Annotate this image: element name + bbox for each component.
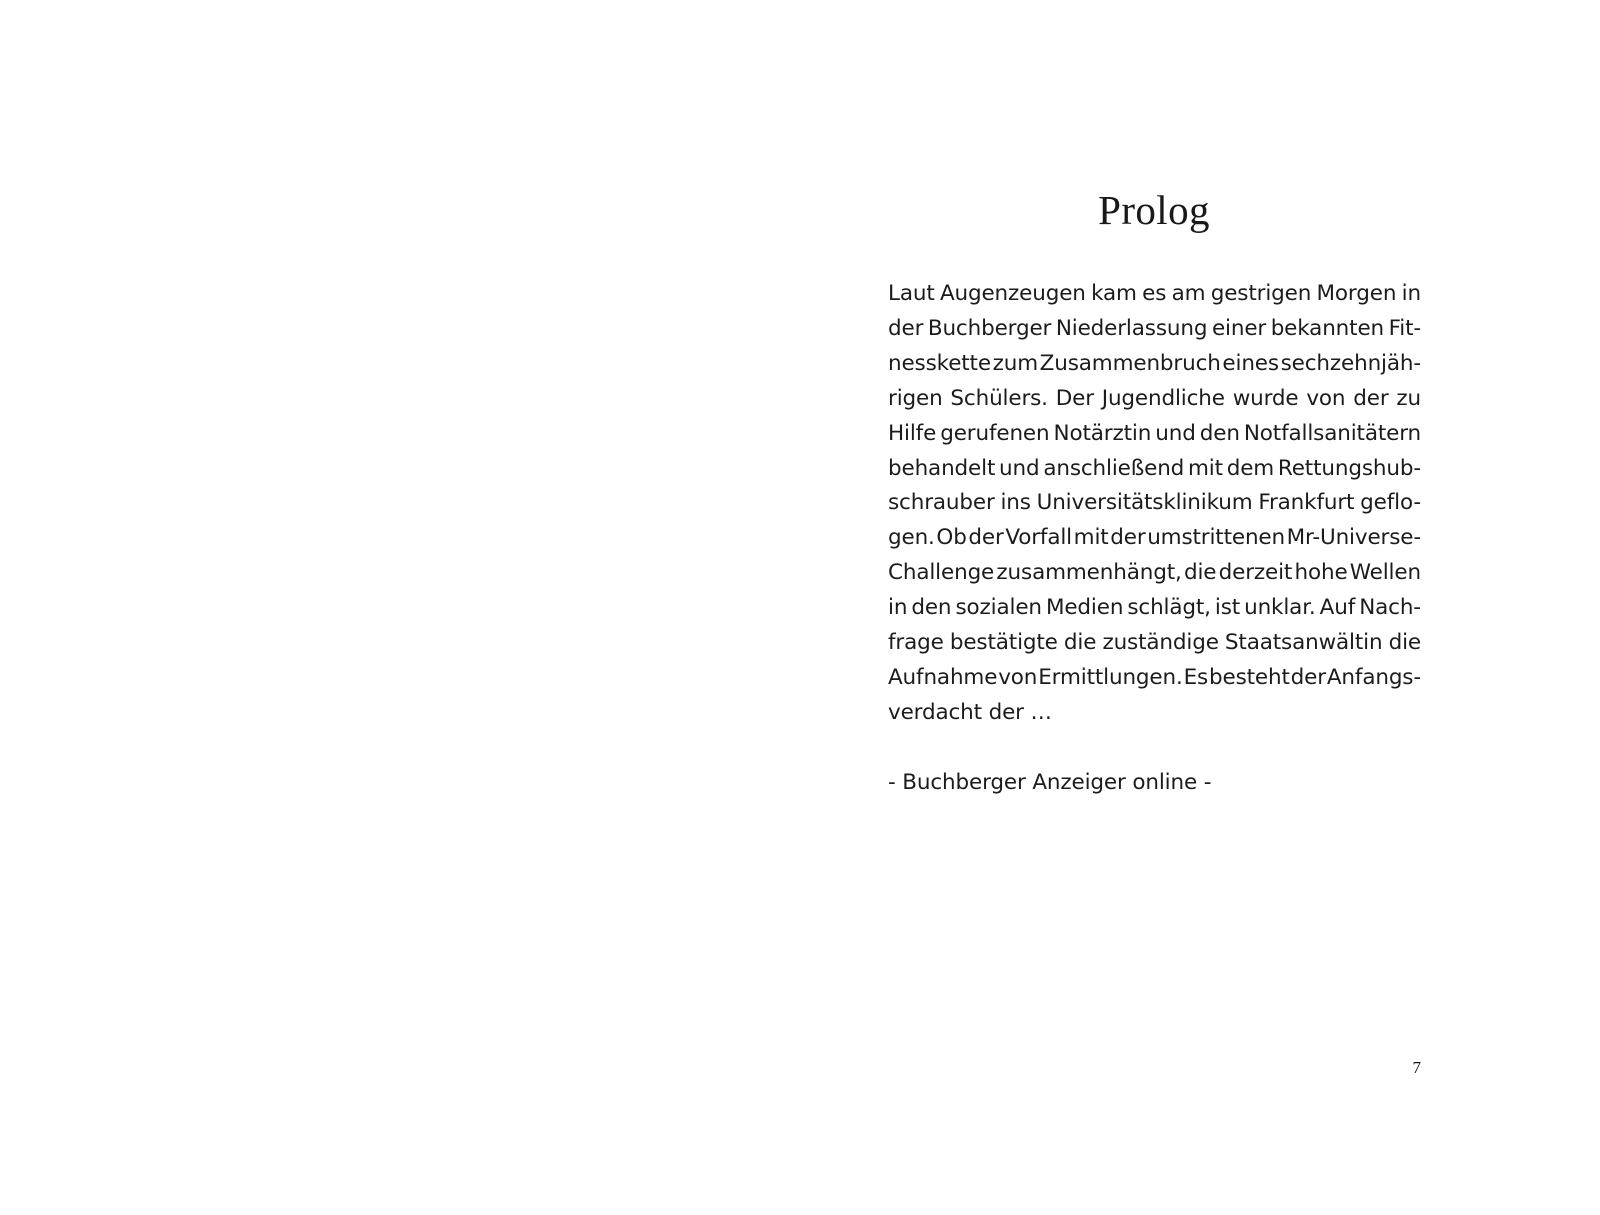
excerpt-word: eines	[1222, 350, 1279, 376]
excerpt-word: Niederlassung	[1055, 315, 1208, 341]
excerpt-word: der	[1290, 664, 1326, 690]
excerpt-word: Auf	[1319, 595, 1356, 621]
excerpt-word: in	[888, 595, 908, 621]
excerpt-word: Notfallsanitätern	[1243, 420, 1421, 446]
newspaper-excerpt-paragraph	[888, 277, 1421, 731]
excerpt-line	[888, 417, 1421, 452]
excerpt-word: Schülers.	[950, 385, 1048, 411]
excerpt-word: einer	[1211, 315, 1267, 341]
excerpt-word: Fit-	[1388, 315, 1421, 341]
excerpt-word: in	[1401, 281, 1421, 306]
excerpt-word: dem	[1226, 455, 1275, 481]
excerpt-line: verdacht der …	[888, 699, 1052, 725]
page-title: Prolog	[1098, 187, 1210, 234]
excerpt-word: gestrigen	[1210, 281, 1312, 306]
excerpt-word: umstrittenen	[1147, 525, 1285, 551]
page-number: 7	[1412, 1058, 1421, 1077]
excerpt-attribution: - Buchberger Anzeiger online -	[888, 769, 1212, 795]
excerpt-word: hohe	[1294, 560, 1348, 586]
excerpt-word: der	[1353, 385, 1389, 411]
excerpt-word: nesskette	[888, 350, 991, 376]
excerpt-word: unklar.	[1244, 595, 1316, 621]
excerpt-word: Der	[1055, 385, 1094, 411]
excerpt-word: Hilfe	[888, 420, 937, 446]
excerpt-line	[888, 382, 1421, 417]
excerpt-line	[888, 521, 1421, 556]
excerpt-word: Nach-	[1359, 595, 1421, 621]
excerpt-word: schrauber	[888, 490, 995, 516]
excerpt-word: Jugendliche	[1101, 385, 1225, 411]
excerpt-line	[888, 661, 1421, 696]
excerpt-word: zuständige	[1102, 630, 1219, 656]
excerpt-word: zum	[992, 350, 1038, 376]
excerpt-word: Morgen	[1316, 281, 1397, 306]
excerpt-word: die	[1388, 630, 1421, 656]
excerpt-word: von	[1306, 385, 1346, 411]
excerpt-word: Staatsanwältin	[1224, 630, 1383, 656]
excerpt-word: zu	[1396, 385, 1421, 411]
excerpt-word: ins	[1000, 490, 1031, 516]
excerpt-word: von	[998, 664, 1038, 690]
excerpt-word: sechzehnjäh-	[1280, 350, 1421, 376]
excerpt-word: Ermittlungen.	[1038, 664, 1183, 690]
chapter-opener-page	[800, 0, 1600, 1215]
excerpt-word: am	[1171, 281, 1206, 306]
excerpt-word: Vorfall	[1005, 525, 1072, 551]
excerpt-word: gen.	[888, 525, 935, 551]
excerpt-word: derzeit	[1218, 560, 1293, 586]
excerpt-word: Laut	[888, 281, 935, 306]
excerpt-word: mit	[1073, 525, 1109, 551]
excerpt-word: den	[1199, 420, 1240, 446]
excerpt-line	[888, 312, 1421, 347]
excerpt-word: es	[1142, 281, 1167, 306]
excerpt-word: Notärztin	[1053, 420, 1152, 446]
excerpt-word: besteht	[1209, 664, 1290, 690]
excerpt-word: die	[1183, 560, 1217, 586]
excerpt-word: Ob	[936, 525, 967, 551]
excerpt-word: behandelt	[888, 455, 996, 481]
excerpt-word: schlägt,	[1127, 595, 1211, 621]
excerpt-word: Augenzeugen	[939, 281, 1086, 306]
excerpt-word: ist	[1214, 595, 1241, 621]
excerpt-word: Mr-Universe-	[1286, 525, 1421, 551]
excerpt-word: und	[1155, 420, 1196, 446]
excerpt-line	[888, 626, 1421, 661]
excerpt-word: der	[968, 525, 1004, 551]
excerpt-word: Medien	[1045, 595, 1124, 621]
excerpt-word: zusammenhängt,	[996, 560, 1182, 586]
excerpt-word: den	[911, 595, 952, 621]
excerpt-word: mit	[1188, 455, 1223, 481]
excerpt-line	[888, 277, 1421, 312]
excerpt-word: anschließend	[1043, 455, 1185, 481]
excerpt-word: rigen	[888, 385, 943, 411]
excerpt-word: bestätigte	[949, 630, 1058, 656]
excerpt-word: Universitätsklinikum	[1036, 490, 1253, 516]
excerpt-word: gerufenen	[940, 420, 1050, 446]
excerpt-word: Wellen	[1349, 560, 1421, 586]
excerpt-word: Zusammenbruch	[1039, 350, 1221, 376]
excerpt-word: Es	[1183, 664, 1209, 690]
excerpt-line	[888, 452, 1421, 487]
excerpt-word: Anfangs-	[1326, 664, 1421, 690]
excerpt-word: bekannten	[1270, 315, 1384, 341]
excerpt-word: Rettungshub-	[1277, 455, 1421, 481]
excerpt-word: der	[1110, 525, 1146, 551]
excerpt-word: Aufnahme	[888, 664, 998, 690]
excerpt-word: kam	[1091, 281, 1137, 306]
excerpt-line	[888, 486, 1421, 521]
excerpt-word: die	[1063, 630, 1097, 656]
excerpt-block	[888, 277, 1421, 801]
excerpt-line	[888, 556, 1421, 591]
excerpt-word: frage	[888, 630, 944, 656]
excerpt-word: und	[999, 455, 1040, 481]
excerpt-word: der	[888, 315, 924, 341]
excerpt-word: Challenge	[888, 560, 995, 586]
excerpt-line	[888, 347, 1421, 382]
excerpt-word: Frankfurt	[1258, 490, 1355, 516]
excerpt-word: wurde	[1232, 385, 1299, 411]
excerpt-word: Buchberger	[927, 315, 1052, 341]
excerpt-line	[888, 591, 1421, 626]
excerpt-word: geflo-	[1360, 490, 1421, 516]
excerpt-word: sozialen	[955, 595, 1042, 621]
